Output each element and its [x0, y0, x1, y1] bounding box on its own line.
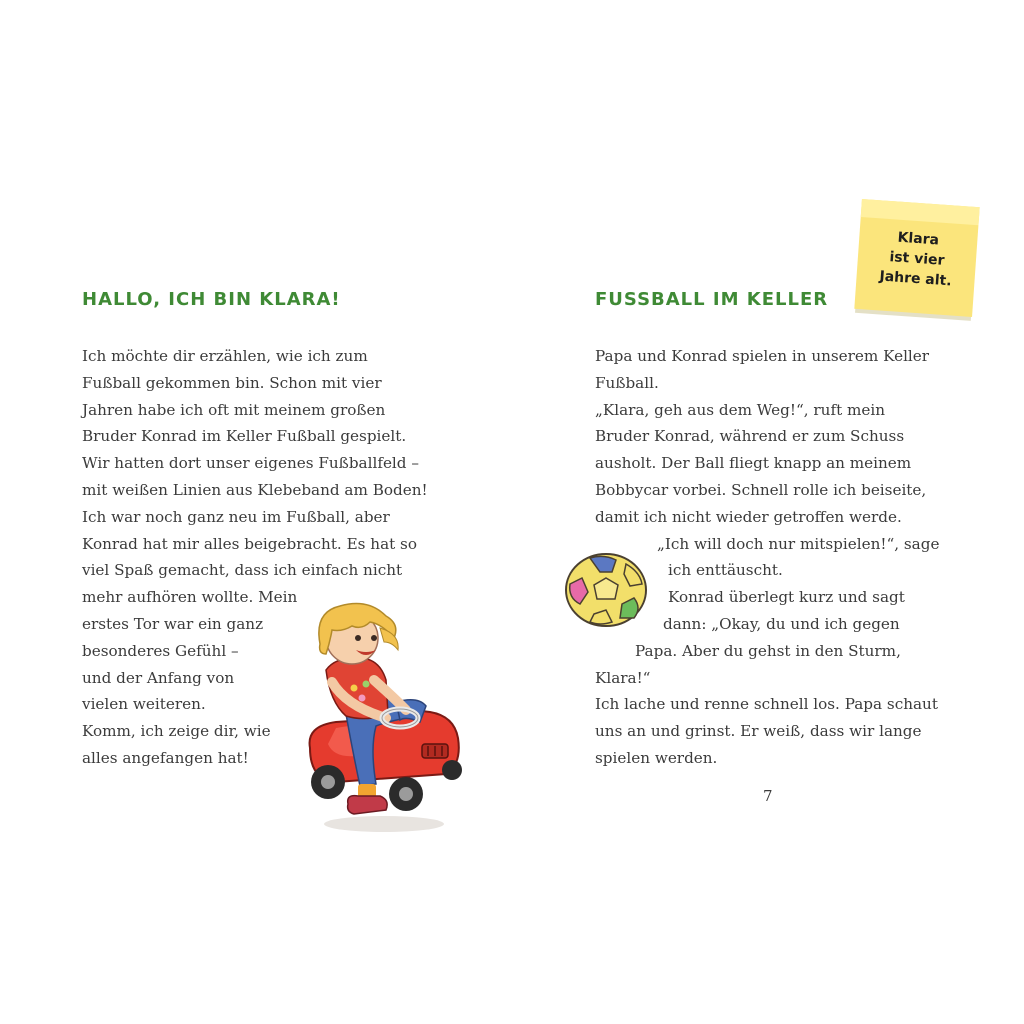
- sticky-note-line: Klara: [897, 229, 940, 249]
- text-line: „Ich will doch nur mitspielen!“, sage: [657, 534, 940, 553]
- sticky-note: [854, 199, 979, 317]
- text-line: dann: „Okay, du und ich gegen: [663, 614, 900, 633]
- text-line: Klara!“: [595, 668, 651, 687]
- text-line: erstes Tor war ein ganz: [82, 614, 264, 633]
- sticky-note-line: Jahre alt.: [878, 268, 953, 290]
- text-line: Papa. Aber du gehst in den Sturm,: [635, 641, 901, 660]
- text-line: Konrad überlegt kurz und sagt: [668, 588, 905, 607]
- text-line: alles angefangen hat!: [82, 748, 249, 767]
- text-line: uns an und grinst. Er weiß, dass wir lange: [595, 722, 922, 741]
- text-line: Ich möchte dir erzählen, wie ich zum: [82, 347, 368, 365]
- soccer-ball-illustration: [560, 548, 652, 632]
- text-line: damit ich nicht wieder getroffen werde.: [595, 507, 902, 526]
- text-line: Bruder Konrad, während er zum Schuss: [595, 427, 905, 446]
- text-line: „Klara, geh aus dem Weg!“, ruft mein: [595, 400, 886, 419]
- text-line: Komm, ich zeige dir, wie: [82, 722, 271, 741]
- text-line: Fußball.: [595, 373, 659, 392]
- text-line: Konrad hat mir alles beigebracht. Es hat so: [82, 534, 417, 553]
- text-line: Jahren habe ich oft mit meinem großen: [82, 400, 386, 419]
- text-line: Fußball gekommen bin. Schon mit vier: [82, 373, 382, 392]
- sticky-note-tape: [861, 199, 980, 225]
- text-line: Bruder Konrad im Keller Fußball gespielt.: [82, 427, 407, 446]
- text-line: mit weißen Linien aus Klebeband am Boden!: [82, 480, 428, 499]
- text-line: Bobbycar vorbei. Schnell rolle ich beiseite,: [595, 480, 927, 499]
- text-line: ich enttäuscht.: [668, 561, 783, 580]
- sticky-note-text: [856, 225, 978, 293]
- text-line: Papa und Konrad spielen in unserem Keller: [595, 347, 930, 365]
- text-line: viel Spaß gemacht, dass ich einfach nicht: [82, 561, 403, 580]
- text-line: besonderes Gefühl –: [82, 641, 239, 660]
- sticky-note-line: ist vier: [888, 249, 945, 269]
- text-line: spielen werden.: [595, 748, 718, 767]
- text-line: mehr aufhören wollte. Mein: [82, 588, 298, 607]
- text-line: Ich lache und renne schnell los. Papa schaut: [595, 695, 938, 714]
- text-line: Wir hatten dort unser eigenes Fußballfeld –: [82, 454, 419, 473]
- text-line: vielen weiteren.: [82, 695, 206, 714]
- left-page-heading: HALLO, ICH BIN KLARA!: [82, 289, 341, 310]
- girl-on-bobbycar-illustration: [296, 598, 466, 838]
- right-page-heading: FUSSBALL IM KELLER: [595, 289, 829, 310]
- page-number: 7: [763, 787, 773, 805]
- text-line: ausholt. Der Ball fliegt knapp an meinem: [595, 454, 912, 473]
- text-line: und der Anfang von: [82, 668, 235, 687]
- text-line: Ich war noch ganz neu im Fußball, aber: [82, 507, 390, 526]
